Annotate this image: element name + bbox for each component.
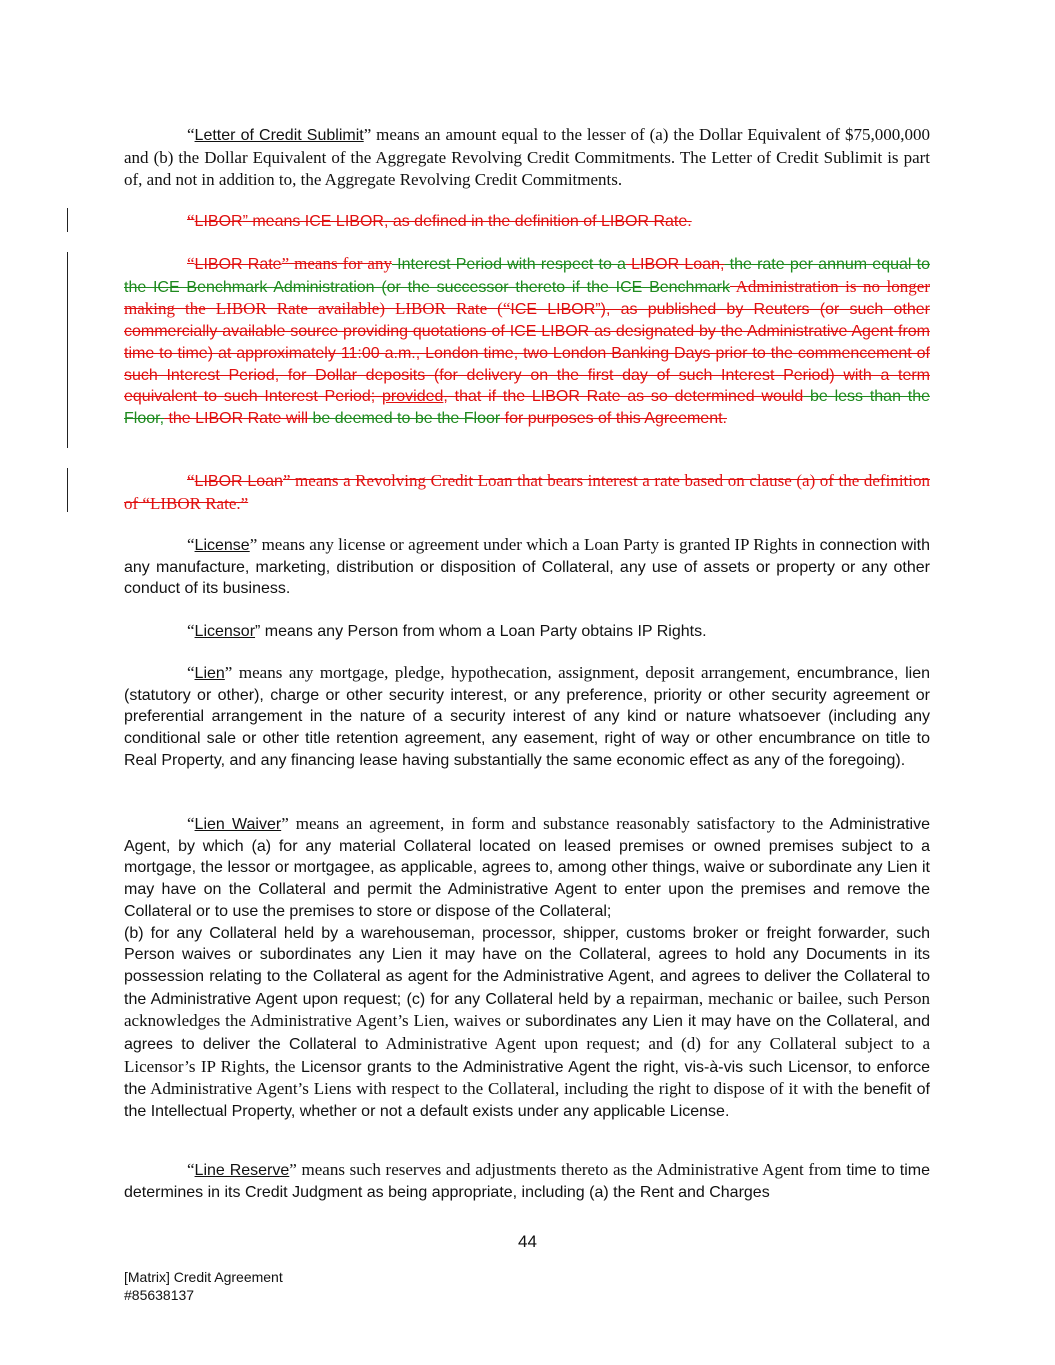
footer-title: [Matrix] Credit Agreement xyxy=(124,1269,283,1285)
defined-term: LIBOR Rate xyxy=(194,256,282,273)
definition-text: ” means any Person from whom a Loan Party obtains IP Rights. xyxy=(255,623,707,640)
definition-letter-of-credit-sublimit: “Letter of Credit Sublimit” means an amount equal to the lesser of (a) the Dollar Equivalent of $75,000,000 and (b) the Dollar Equivalent of the Aggregate Revolving Credit Commitments. The Letter of Credit Sublimit is part of, and not in addition to, the Aggregate Revolving Credit Commitments. xyxy=(124,125,931,190)
defined-term: Line Reserve xyxy=(194,1162,290,1179)
change-bar xyxy=(67,468,68,512)
defined-term: Licensor xyxy=(194,623,256,640)
definition-libor-deleted: “LIBOR” means ICE LIBOR, as defined in the definition of LIBOR Rate. xyxy=(187,211,692,230)
definition-line-reserve: “Line Reserve” means such reserves and adjustments thereto as the Administrative Agent from time to time determines in its Credit Judgment as being appropriate, including (a) the Rent and Charges xyxy=(124,1160,930,1201)
defined-term: LIBOR xyxy=(194,213,243,230)
definition-lien: “Lien” means any mortgage, pledge, hypothecation, assignment, deposit arrangement, encumbrance, lien (statutory or other), charge or other security interest, or any preference, priority or other security agreement or preferential arrangement in the nature of a security interest of any kind or nature whatsoever (including any conditional sale or other title retention agreement, any easement, right of way or other encumbrance on title to Real Property, and any financing lease having substantially the same economic effect as any of the foregoing). xyxy=(124,663,931,769)
defined-term: License xyxy=(194,537,250,554)
definition-libor-loan-deleted: “LIBOR Loan” means a Revolving Credit Loan that bears interest a rate based on clause (a) of the definition of “LIBOR Rate.” xyxy=(124,471,930,513)
change-bar xyxy=(67,208,68,232)
definition-license: “License” means any license or agreement under which a Loan Party is granted IP Rights in connection with any manufacture, marketing, distribution or disposition of Collateral, any use of assets or property or any other conduct of its business. xyxy=(124,535,931,598)
definition-text: encumbrance, lien (statutory or other), charge or other security interest, or any preference, priority or other security agreement or preferential arrangement in the nature of a security interest of any kind or nature whatsoever (including any conditional sale or other title retention agreement, any easement, right of way or other encumbrance on title to Real Property, and any financing lease having substantially the same economic effect as any of the foregoing). xyxy=(124,665,931,769)
definition-libor-rate-deleted: “LIBOR Rate” means for any Interest Period with respect to a LIBOR Loan, the rate per annum equal to the ICE Benchmark Administration (or the successor thereto if the ICE Benchmark Administration is no longer making the LIBOR Rate available) LIBOR Rate (“ICE LIBOR”), as published by Reuters (or such other commercially available source providing quotations of ICE LIBOR as designated by the Administrative Agent from time to time) at approximately 11:00 a.m., London time, two London Banking Days prior to the commencement of such Interest Period, for Dollar deposits (for delivery on the first day of such Interest Period) with a term equivalent to such Interest Period; provided, that if the LIBOR Rate as so determined would be less than the Floor, the LIBOR Rate will be deemed to be the Floor for purposes of this Agreement. xyxy=(124,254,931,427)
definition-text: ” means ICE LIBOR, as defined in the definition of LIBOR Rate. xyxy=(242,213,692,230)
defined-term: LIBOR Loan xyxy=(194,473,283,490)
definition-text: connection with any manufacture, marketing, distribution or disposition of Collateral, any use of assets or property or any other conduct of its business. xyxy=(124,537,931,598)
change-bar xyxy=(67,252,68,448)
definition-text: ” means a Revolving Credit Loan that bears interest a rate based on clause (a) of the definition of “LIBOR Rate.” xyxy=(124,471,930,513)
footer xyxy=(124,1268,283,1304)
definition-licensor: “Licensor” means any Person from whom a Loan Party obtains IP Rights. xyxy=(187,621,707,640)
defined-term: Lien xyxy=(194,665,225,682)
page-number: 44 xyxy=(518,1232,537,1251)
defined-term: Lien Waiver xyxy=(194,816,282,833)
definition-text: ” means an amount equal to the lesser of (a) the Dollar Equivalent of $75,000,000 and (b) the Dollar Equivalent of the Aggregate Revolving Credit Commitments. The Letter of Credit Sublimit is part of, and not in addition to, the Aggregate Revolving Credit Commitments. xyxy=(124,125,931,190)
footer-doc-id: #85638137 xyxy=(124,1287,195,1303)
definition-lien-waiver: “Lien Waiver” means an agreement, in form and substance reasonably satisfactory to the Administrative Agent, by which (a) for any material Collateral located on leased premises or owned premises subject to a mortgage, the lessor or mortgagee, as applicable, agrees to, among other things, waive or subordinate any Lien it may have on the Collateral and permit the Administrative Agent to enter upon the premises and remove the Collateral or to use the premises to store or dispose of the Collateral; (b) for any Collateral held by a warehouseman, processor, shipper, customs broker or freight forwarder, such Person waives or subordinates any Lien it may have on the Collateral, agrees to hold any Documents in its possession relating to the Collateral as agent for the Administrative Agent, and agrees to deliver the Collateral to the Administrative Agent upon request; (c) for any Collateral held by a repairman, mechanic or bailee, such Person acknowledges the Administrative Agent’s Lien, waives or subordinates any Lien it may have on the Collateral, and agrees to deliver the Collateral to Administrative Agent upon request; and (d) for any Collateral subject to a Licensor’s IP Rights, the Licensor grants to the Administrative Agent the right, vis-à-vis such Licensor, to enforce the Administrative Agent’s Liens with respect to the Collateral, including the right to dispose of it with the benefit of the Intellectual Property, whether or not a default exists under any applicable License. xyxy=(124,814,931,1121)
defined-term: Letter of Credit Sublimit xyxy=(194,127,364,144)
